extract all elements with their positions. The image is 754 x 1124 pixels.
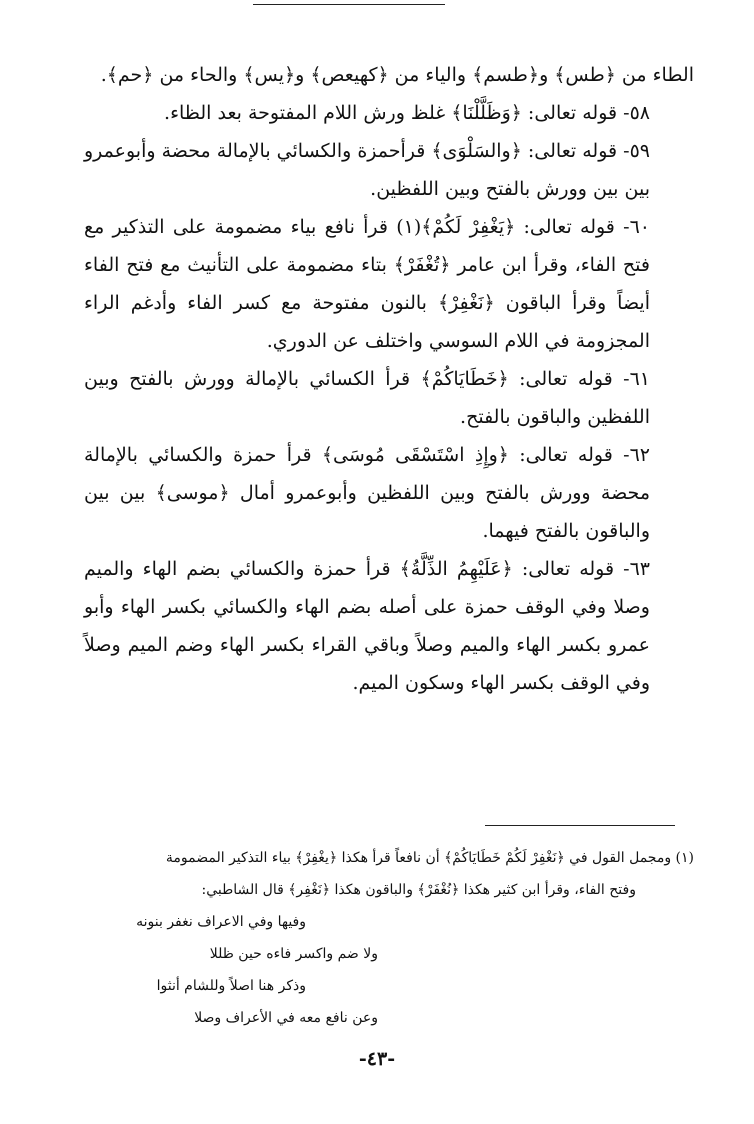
footnote-line-1: (١) ومجمل القول في ﴿نَغْفِرْ لَكُمْ خَطَايَاكُمْ﴾ أن نافعاً قرأ هكذا ﴿يغْفِرْ﴾ بياء التذكير المضمومة (165, 850, 694, 866)
footnote-line-2: وفتح الفاء، وقرأ ابن كثير هكذا ﴿نُغْفَرْ﴾ والباقون هكذا ﴿نَغْفِر﴾ قال الشاطبي: (201, 882, 636, 898)
paragraph-63: ٦٣- قوله تعالى: ﴿عَلَيْهِمُ الذِّلَّةُ﴾ قرأ حمزة والكسائي بضم الهاء والميم وصلا وفي الوقف حمزة على أصله بضم الهاء والكسائي بكسر الهاء وأبو عمرو بكسر الهاء والميم وصلاً وباقي القراء بكسر الهاء وضم الميم وصلاً وفي الوقف بكسر الهاء وسكون الميم. (84, 558, 650, 694)
paragraph-tai-ya-ha: الطاء من ﴿طس﴾ و﴿طسم﴾ والياء من ﴿كهيعص﴾ و﴿يس﴾ والحاء من ﴿حم﴾. (100, 64, 694, 86)
paragraph-60: ٦٠- قوله تعالى: ﴿يَغْفِرْ لَكُمْ﴾(١) قرأ نافع بياء مضمومة على التذكير مع فتح الفاء، وقرأ ابن عامر ﴿تُغْفَرْ﴾ بتاء مضمومة على التأنيث مع فتح الفاء أيضاً وقرأ الباقون ﴿نَغْفِرْ﴾ بالنون مفتوحة مع كسر الفاء وأدغم الراء المجزومة في اللام السوسي واختلف عن الدوري. (84, 216, 650, 352)
poem-verse-4: وعن نافع معه في الأعراف وصلا (194, 1010, 378, 1026)
footnote (90, 842, 694, 906)
poem-verse-3: وذكر هنا اصلاً وللشام أنثوا (156, 978, 306, 994)
page-number: -٤٣- (358, 1048, 396, 1070)
top-rule (253, 4, 445, 5)
poem-verse-2: ولا ضم واكسر فاءه حين ظللا (209, 946, 378, 962)
paragraph-61: ٦١- قوله تعالى: ﴿خَطَايَاكُمْ﴾ قرأ الكسائي بالإمالة وورش بالفتح وبين اللفظين والباقون بالفتح. (84, 368, 650, 428)
paragraph-58: ٥٨- قوله تعالى: ﴿وَظَلَّلْنَا﴾ غلظ ورش اللام المفتوحة بعد الظاء. (164, 102, 650, 124)
footnote-rule (485, 825, 675, 826)
paragraph-62: ٦٢- قوله تعالى: ﴿وإِذِ اسْتَسْقَى مُوسَى﴾ قرأ حمزة والكسائي بالإمالة محضة وورش بالفتح وبين اللفظين وأبوعمرو أمال ﴿موسى﴾ بين بين والباقون بالفتح فيهما. (84, 444, 650, 542)
poem-verse-1: وفيها وفي الاعراف نغفر بنونه (136, 914, 306, 930)
paragraph-59: ٥٩- قوله تعالى: ﴿والسَلْوَى﴾ قرأحمزة والكسائي بالإمالة محضة وأبوعمرو بين بين وورش بالفتح وبين اللفظين. (84, 140, 650, 200)
main-text (84, 56, 694, 702)
